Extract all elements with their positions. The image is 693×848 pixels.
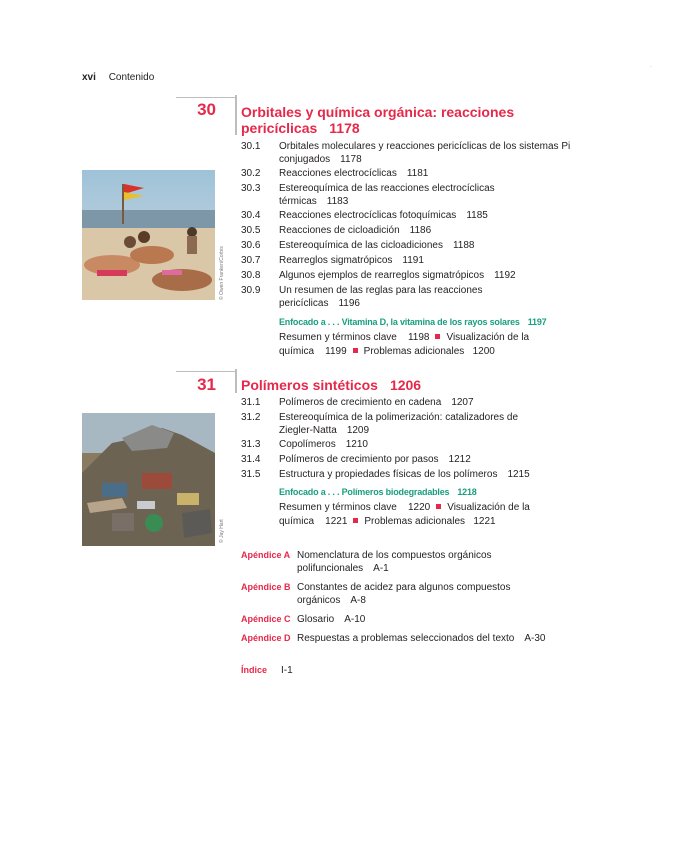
section-number: 30.1 [241, 141, 261, 152]
section-page: 1215 [507, 469, 530, 480]
visualization-link[interactable]: Visualización de la química 1199 [279, 332, 530, 357]
chapter-vertical-rule [235, 369, 237, 393]
appendix-label: Apéndice B [241, 582, 291, 592]
section-number: 31.4 [241, 454, 261, 465]
section-number: 30.3 [241, 183, 261, 194]
bullet-square-icon [353, 518, 358, 523]
chapter-rule [176, 371, 236, 372]
junkyard-photo [82, 413, 215, 546]
summary-link[interactable]: Resumen y términos clave 1198 [279, 332, 430, 343]
section-number: 30.9 [241, 285, 261, 296]
chapter-page: 1206 [389, 377, 422, 393]
section-number: 30.4 [241, 210, 261, 221]
section-number: 30.8 [241, 270, 261, 281]
section-page: 1178 [340, 154, 362, 165]
chapter-page: 1178 [329, 120, 360, 136]
section-page: 1181 [406, 168, 429, 179]
section-number: 31.5 [241, 469, 261, 480]
section-number: 31.2 [241, 412, 261, 423]
appendix-page: A-10 [344, 614, 366, 625]
appendix-label: Apéndice C [241, 614, 291, 624]
appendix-page: A-30 [524, 633, 546, 644]
section-title: Orbitales moleculares y reacciones pericíclicas de los sistemas Pi conjugados [279, 141, 571, 165]
corner-dot: · [650, 64, 652, 70]
focus-title: Enfocado a . . . Polímeros biodegradables [279, 487, 450, 497]
section-number: 30.5 [241, 225, 261, 236]
section-page: 1183 [326, 196, 349, 207]
chapter-end-matter [279, 331, 579, 359]
section-title: Estructura y propiedades físicas de los polímeros [279, 469, 498, 480]
section-title: Reacciones electrocíclicas [279, 168, 397, 179]
problems-link[interactable]: Problemas adicionales 1200 [363, 346, 495, 357]
header-section: Contenido [108, 72, 155, 83]
focus-on-link[interactable] [279, 317, 546, 327]
section-title: Estereoquímica de la polimerización: catalizadores de Ziegler-Natta [279, 412, 519, 436]
section-page: 1196 [338, 298, 360, 309]
index-page: I-1 [281, 665, 293, 676]
chapter-title[interactable] [241, 377, 541, 393]
chapter-number: 31 [197, 375, 216, 394]
section-number: 30.6 [241, 240, 261, 251]
section-title: Un resumen de las reglas para las reacciones pericíclicas [279, 285, 483, 309]
section-number: 31.1 [241, 397, 261, 408]
chapter-title[interactable] [241, 104, 541, 136]
section-page: 1207 [451, 397, 474, 408]
section-title: Reacciones electrocíclicas fotoquímicas [279, 210, 457, 221]
appendix-title: Nomenclatura de los compuestos orgánicos polifuncionales [297, 550, 492, 574]
bullet-square-icon [435, 334, 440, 339]
section-title: Algunos ejemplos de rearreglos sigmatrópicos [279, 270, 485, 281]
section-title: Estereoquímica de las cicloadiciones [279, 240, 443, 251]
visualization-link[interactable]: Visualización de la química 1221 [279, 502, 530, 527]
section-title: Polímeros de crecimiento por pasos [279, 454, 439, 465]
section-page: 1209 [346, 425, 370, 436]
bullet-square-icon [353, 348, 358, 353]
section-page: 1210 [345, 439, 368, 450]
section-page: 1192 [494, 270, 516, 281]
section-number: 31.3 [241, 439, 261, 450]
appendix-page: A-1 [373, 563, 389, 574]
appendix-title: Glosario [297, 614, 335, 625]
chapter-rule [176, 97, 236, 98]
appendix-label: Apéndice D [241, 633, 291, 643]
section-number: 30.7 [241, 255, 261, 266]
section-page: 1185 [466, 210, 488, 221]
section-page: 1186 [409, 225, 432, 236]
section-title: Rearreglos sigmatrópicos [279, 255, 393, 266]
section-page: 1212 [448, 454, 471, 465]
appendix-title: Respuestas a problemas seleccionados del texto [297, 633, 515, 644]
problems-link[interactable]: Problemas adicionales 1221 [364, 516, 496, 527]
appendix-page: A-8 [350, 595, 366, 606]
section-title: Copolímeros [279, 439, 336, 450]
section-title: Reacciones de cicloadición [279, 225, 400, 236]
running-header [82, 72, 154, 83]
appendix-title: Constantes de acidez para algunos compuestos orgánicos [297, 582, 511, 606]
focus-page: 1218 [457, 487, 477, 497]
photo-credit: © Jay Hart [219, 519, 225, 543]
chapter-title-text: Orbitales y química orgánica: reacciones pericíclicas [241, 104, 515, 136]
summary-link[interactable]: Resumen y términos clave 1220 [279, 502, 431, 513]
section-title: Polímeros de crecimiento en cadena [279, 397, 442, 408]
section-title: Estereoquímica de las reacciones electrocíclicas térmicas [279, 183, 495, 207]
focus-on-link[interactable] [279, 487, 477, 497]
photo-credit: © Owen Franken/Corbis [219, 246, 225, 300]
focus-page: 1197 [527, 317, 547, 327]
section-number: 30.2 [241, 168, 261, 179]
chapter-end-matter [279, 501, 579, 529]
index-label: Índice [241, 665, 268, 675]
focus-title: Enfocado a . . . Vitamina D, la vitamina de los rayos solares [279, 317, 520, 327]
chapter-title-text: Polímeros sintéticos [241, 377, 378, 393]
appendix-label: Apéndice A [241, 550, 291, 560]
chapter-number: 30 [197, 100, 216, 119]
page-number: xvi [82, 72, 96, 83]
beach-photo [82, 170, 215, 300]
chapter-vertical-rule [235, 95, 237, 135]
section-page: 1191 [402, 255, 424, 266]
bullet-square-icon [436, 504, 441, 509]
section-page: 1188 [452, 240, 475, 251]
